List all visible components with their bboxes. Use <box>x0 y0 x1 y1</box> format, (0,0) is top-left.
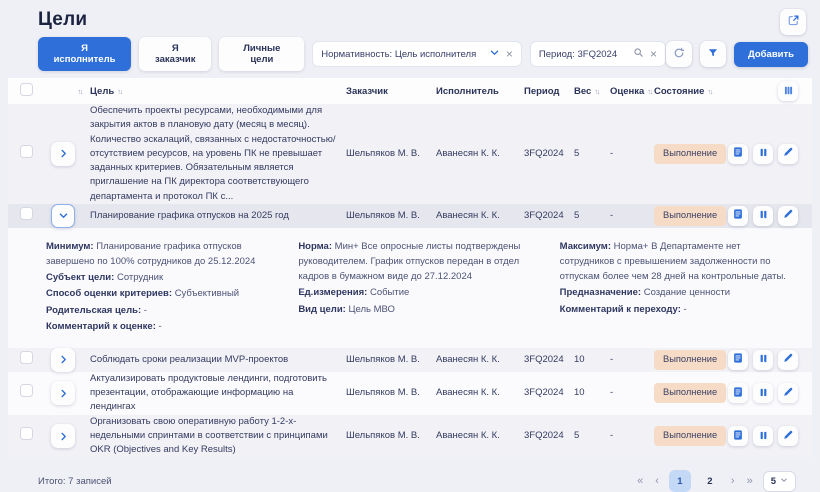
executor-cell: Аванесян К. К. <box>436 147 500 159</box>
pagination <box>635 470 796 492</box>
row-checkbox[interactable] <box>20 427 33 440</box>
row-checkbox[interactable] <box>20 351 33 364</box>
chevron-down-icon <box>780 476 788 487</box>
page-title: Цели <box>38 9 88 30</box>
details-column-2 <box>298 239 533 335</box>
pause-icon <box>758 146 769 161</box>
table-body <box>8 104 812 457</box>
period-cell: 3FQ2024 <box>524 209 564 221</box>
page-size-value: 5 <box>770 475 776 487</box>
details-button[interactable] <box>728 206 748 226</box>
next-page-button[interactable]: › <box>730 475 735 488</box>
goal-cell[interactable]: Обеспечить проекты ресурсами, необходимыми для закрытия актов в плановую дату (месяц в месяц). Количество эскалаций, связанных с недостаточностью/отсутствием ресурсов, на уровень ПК не превышает заданных критериев. Обязательным является приглашение на ПК директора соответствующего департамента и протокол ПК с... <box>90 105 336 202</box>
detail-goal-kind: Вид цели: Цель МВО <box>298 303 395 315</box>
toolbar <box>0 38 820 68</box>
filter-normativity-label: Нормативность: Цель исполнителя <box>321 48 477 60</box>
detail-minimum: Минимум: Планирование графика отпусков завершено по 100% сотрудников до 25.12.2024 <box>46 240 256 267</box>
edit-button[interactable] <box>778 426 798 446</box>
status-badge: Выполнение <box>654 383 726 403</box>
customer-cell: Шельпяков М. В. <box>346 209 420 221</box>
table-row <box>8 104 812 204</box>
document-icon <box>732 386 744 401</box>
pause-button[interactable] <box>753 144 773 164</box>
pause-button[interactable] <box>753 426 773 446</box>
search-icon[interactable] <box>633 47 644 61</box>
pause-icon <box>758 429 769 444</box>
weight-cell: 5 <box>574 429 580 441</box>
goal-details-panel <box>8 228 812 348</box>
customer-cell: Шельпяков М. В. <box>346 353 420 365</box>
weight-cell: 10 <box>574 353 585 365</box>
pencil-icon <box>782 208 794 223</box>
executor-cell: Аванесян К. К. <box>436 429 500 441</box>
detail-unit: Ед.измерения: Событие <box>298 287 410 299</box>
detail-transition-comment: Комментарий к переходу: - <box>559 303 687 315</box>
edit-button[interactable] <box>778 383 798 403</box>
pause-icon <box>758 352 769 367</box>
goal-cell[interactable]: Соблюдать сроки реализации MVP-проектов <box>90 353 289 365</box>
weight-cell: 5 <box>574 209 580 221</box>
table-row <box>8 204 812 228</box>
pause-icon <box>758 386 769 401</box>
goal-cell[interactable]: Актуализировать продуктовые лендинги, подготовить презентации, отображающие информацию на лендингах <box>90 372 327 413</box>
refresh-icon <box>673 47 685 62</box>
chevron-right-icon <box>58 388 69 399</box>
column-score[interactable]: Оценка ↑↓ <box>610 85 652 97</box>
clear-normativity-filter-icon[interactable]: × <box>505 47 513 61</box>
details-column-3 <box>560 239 786 335</box>
detail-score-comment: Комментарий к оценке: - <box>46 320 162 332</box>
period-cell: 3FQ2024 <box>524 147 564 159</box>
document-icon <box>732 429 744 444</box>
detail-parent-goal: Родительская цель: - <box>46 304 147 316</box>
pencil-icon <box>782 352 794 367</box>
filter-period-chip[interactable] <box>530 41 666 67</box>
chevron-down-icon <box>58 210 69 221</box>
row-checkbox[interactable] <box>20 384 33 397</box>
select-all-checkbox[interactable] <box>20 83 33 96</box>
chevron-right-icon <box>58 148 69 159</box>
open-external-button[interactable] <box>780 9 806 35</box>
refresh-button[interactable] <box>666 41 692 67</box>
score-cell: - <box>610 209 614 221</box>
table-header <box>8 78 812 104</box>
tab-personal-goals[interactable]: Личные цели <box>219 37 304 71</box>
expand-toggle[interactable] <box>51 142 75 166</box>
detail-norm: Норма: Мин+ Все опросные листы подтверждены руководителем. График отпусков передан в отдел кадров в бумажном виде до 27.12.2024 <box>298 240 521 283</box>
tab-i-am-executor[interactable]: Я исполнитель <box>38 37 131 71</box>
edit-button[interactable] <box>778 144 798 164</box>
customer-cell: Шельпяков М. В. <box>346 429 420 441</box>
pause-icon <box>758 208 769 223</box>
funnel-icon <box>707 47 719 62</box>
goal-cell[interactable]: Планирование графика отпусков на 2025 год <box>90 209 289 221</box>
status-badge: Выполнение <box>654 426 726 446</box>
row-checkbox[interactable] <box>20 207 33 220</box>
page-2-button[interactable]: 2 <box>707 475 713 487</box>
column-period: Период <box>524 85 560 97</box>
total-count: Итого: 7 записей <box>38 475 112 487</box>
detail-maximum: Максимум: Норма+ В Департаменте нет сотрудников с превышением задолженности по отпускам более чем 28 дней на контрольные даты. <box>559 240 786 283</box>
sort-icon: ↑↓ <box>594 86 599 96</box>
sort-icon: ↑↓ <box>707 86 712 96</box>
tab-i-am-customer[interactable]: Я заказчик <box>139 37 211 71</box>
status-badge: Выполнение <box>654 206 726 226</box>
customer-cell: Шельпяков М. В. <box>346 147 420 159</box>
goals-table <box>8 78 812 492</box>
chevron-down-icon[interactable] <box>489 47 500 61</box>
row-checkbox[interactable] <box>20 145 33 158</box>
chevron-right-icon <box>58 354 69 365</box>
table-row <box>8 415 812 458</box>
prev-page-button[interactable]: ‹ <box>655 475 659 488</box>
expand-toggle[interactable] <box>51 424 75 448</box>
executor-cell: Аванесян К. К. <box>436 387 500 399</box>
score-cell: - <box>610 147 614 159</box>
column-customer: Заказчик <box>346 85 388 97</box>
period-cell: 3FQ2024 <box>524 353 564 365</box>
document-icon <box>732 146 744 161</box>
detail-method: Способ оценки критериев: Субъективный <box>46 288 240 300</box>
pencil-icon <box>782 386 794 401</box>
document-icon <box>732 352 744 367</box>
detail-subject: Субъект цели: Сотрудник <box>46 272 164 284</box>
pencil-icon <box>782 146 794 161</box>
first-page-button[interactable]: « <box>637 475 644 488</box>
table-footer <box>8 457 812 492</box>
pause-button[interactable] <box>753 206 773 226</box>
filter-normativity-chip[interactable] <box>312 41 522 67</box>
column-goal[interactable]: Цель ↑↓ <box>90 85 122 97</box>
expand-toggle[interactable] <box>51 381 75 405</box>
expand-toggle[interactable] <box>51 204 75 228</box>
weight-cell: 5 <box>574 147 580 159</box>
filter-period-label: Период: 3FQ2024 <box>538 48 618 60</box>
edit-button[interactable] <box>778 350 798 370</box>
pencil-icon <box>782 429 794 444</box>
executor-cell: Аванесян К. К. <box>436 209 500 221</box>
document-icon <box>732 208 744 223</box>
sort-icon: ↑↓ <box>117 86 122 96</box>
topbar <box>0 0 820 38</box>
detail-purpose: Предназначение: Создание ценности <box>559 287 731 299</box>
filter-button[interactable] <box>700 41 726 67</box>
pause-button[interactable] <box>753 350 773 370</box>
weight-cell: 10 <box>574 387 585 399</box>
sort-icon: ↑↓ <box>647 86 652 96</box>
details-button[interactable] <box>728 144 748 164</box>
customer-cell: Шельпяков М. В. <box>346 387 420 399</box>
column-executor: Исполнитель <box>436 85 499 97</box>
column-weight[interactable]: Вес ↑↓ <box>574 85 599 97</box>
details-button[interactable] <box>728 350 748 370</box>
status-badge: Выполнение <box>654 350 726 370</box>
column-state[interactable]: Состояние ↑↓ <box>654 85 712 97</box>
last-page-button[interactable]: » <box>746 475 753 488</box>
goal-cell[interactable]: Организовать свою оперативную работу 1-2-х-недельными спринтами в соответствии с принципами OKR (Objectives and Key Results) <box>90 415 328 456</box>
chevron-right-icon <box>58 431 69 442</box>
external-link-icon <box>787 14 800 30</box>
score-cell: - <box>610 387 614 399</box>
status-badge: Выполнение <box>654 144 726 164</box>
clear-period-filter-icon[interactable]: × <box>649 47 657 61</box>
details-column-1 <box>46 239 272 335</box>
column-settings-button[interactable] <box>778 81 798 101</box>
sort-icon[interactable]: ↑↓ <box>77 86 82 96</box>
page-1-button[interactable]: 1 <box>669 470 691 492</box>
page-size-select[interactable] <box>763 471 796 492</box>
executor-cell: Аванесян К. К. <box>436 353 500 365</box>
expand-toggle[interactable] <box>51 348 75 372</box>
columns-icon <box>783 84 794 99</box>
score-cell: - <box>610 353 614 365</box>
add-button[interactable]: Добавить <box>734 42 808 67</box>
pause-button[interactable] <box>753 383 773 403</box>
period-cell: 3FQ2024 <box>524 429 564 441</box>
edit-button[interactable] <box>778 206 798 226</box>
table-row <box>8 348 812 372</box>
table-row <box>8 372 812 415</box>
details-button[interactable] <box>728 426 748 446</box>
score-cell: - <box>610 429 614 441</box>
period-cell: 3FQ2024 <box>524 387 564 399</box>
details-button[interactable] <box>728 383 748 403</box>
